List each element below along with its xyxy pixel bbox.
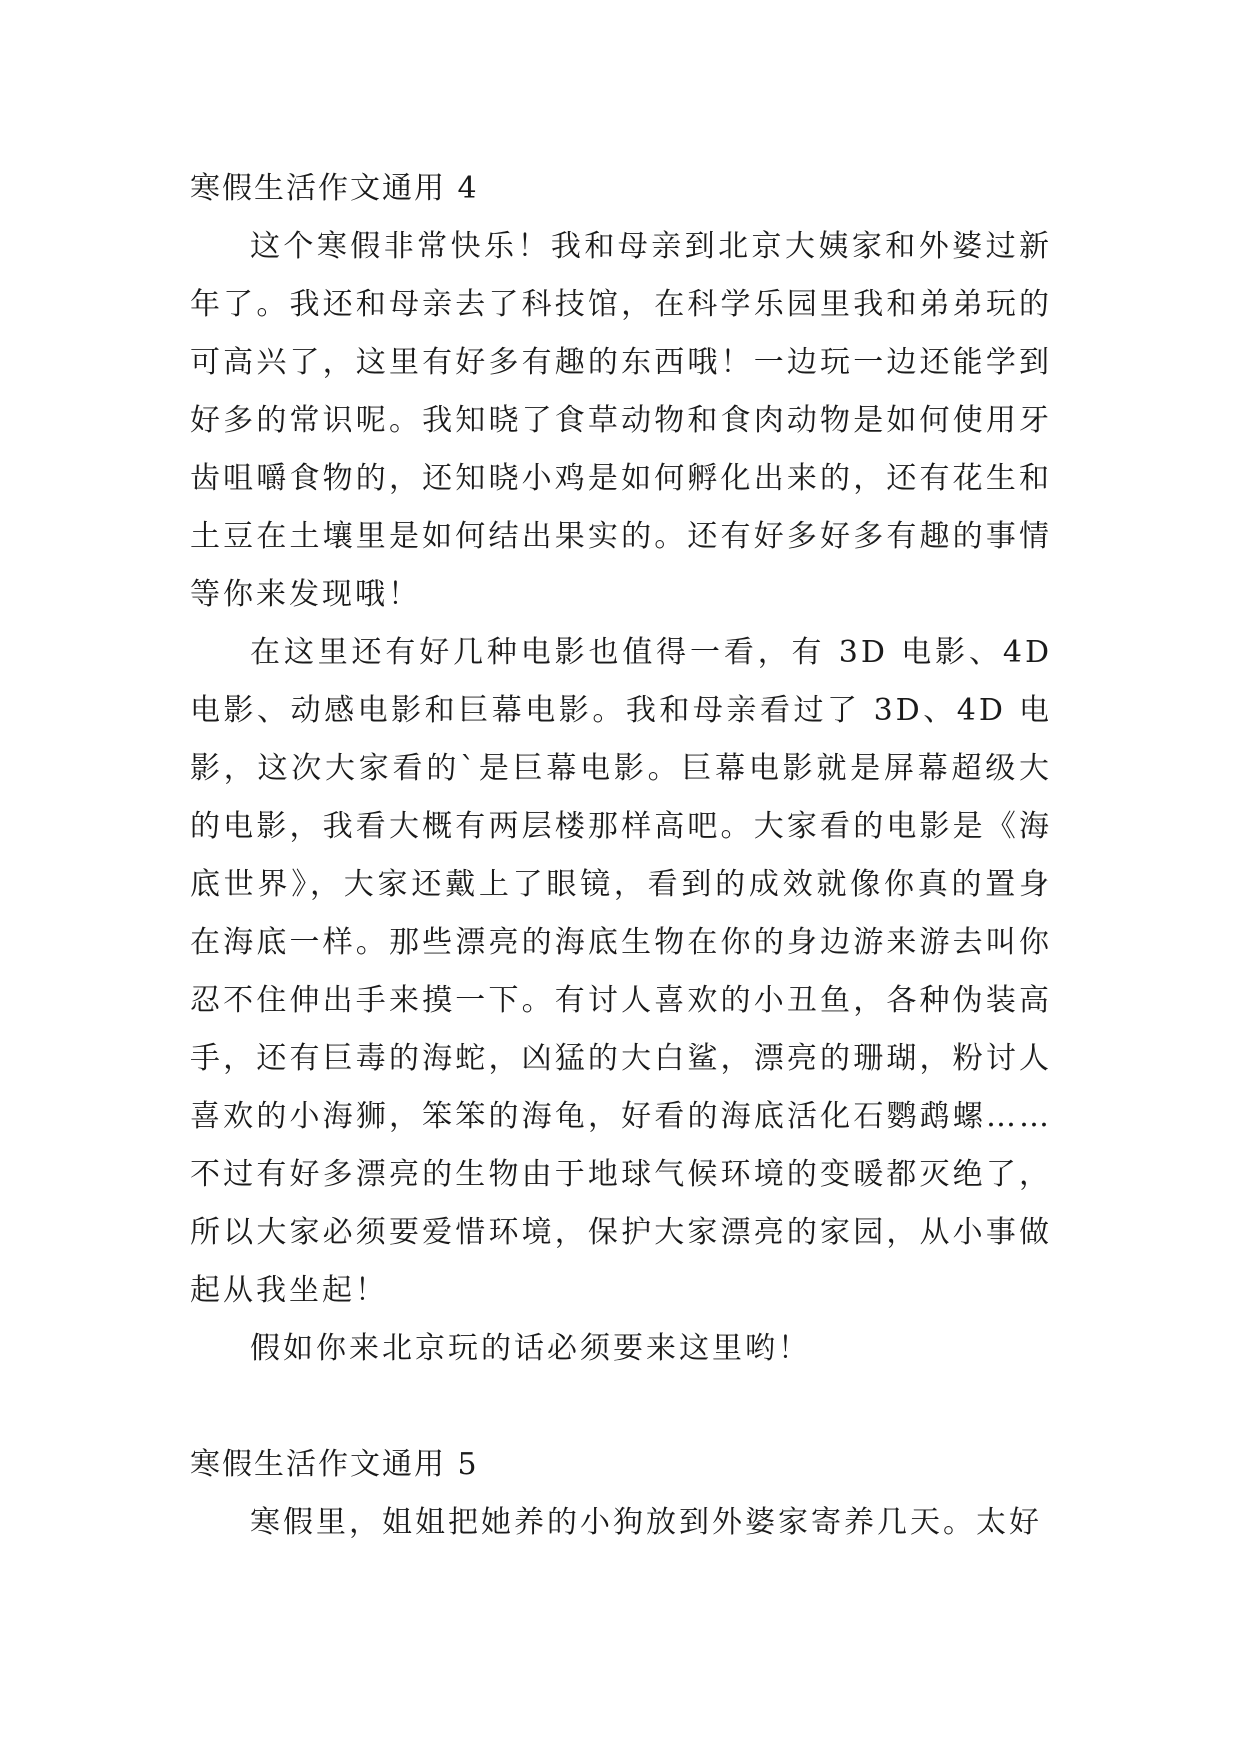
document-body bbox=[190, 160, 1052, 1552]
paragraph: 在这里还有好几种电影也值得一看，有 3D 电影、4D 电影、动感电影和巨幕电影。我和母亲看过了 3D、4D 电影，这次大家看的`是巨幕电影。巨幕电影就是屏幕超级大的电影，我看大概有两层楼那样高吧。大家看的电影是《海底世界》，大家还戴上了眼镜，看到的成效就像你真的置身在海底一样。那些漂亮的海底生物在你的身边游来游去叫你忍不住伸出手来摸一下。有讨人喜欢的小丑鱼，各种伪装高手，还有巨毒的海蛇，凶猛的大白鲨，漂亮的珊瑚，粉讨人喜欢的小海狮，笨笨的海龟，好看的海底活化石鹦鹉螺……不过有好多漂亮的生物由于地球气候环境的变暖都灭绝了，所以大家必须要爱惜环境，保护大家漂亮的家园，从小事做起从我坐起！ bbox=[190, 635, 1052, 1308]
section-heading: 寒假生活作文通用 5 bbox=[190, 1447, 479, 1482]
section-essay-4 bbox=[190, 160, 1052, 1378]
section-heading: 寒假生活作文通用 4 bbox=[190, 171, 479, 206]
section-essay-5 bbox=[190, 1436, 1052, 1552]
paragraph: 假如你来北京玩的话必须要来这里哟！ bbox=[250, 1331, 811, 1366]
paragraph: 这个寒假非常快乐！我和母亲到北京大姨家和外婆过新年了。我还和母亲去了科技馆，在科学乐园里我和弟弟玩的可高兴了，这里有好多有趣的东西哦！一边玩一边还能学到好多的常识呢。我知晓了食草动物和食肉动物是如何使用牙齿咀嚼食物的，还知晓小鸡是如何孵化出来的，还有花生和土豆在土壤里是如何结出果实的。还有好多好多有趣的事情等你来发现哦！ bbox=[190, 229, 1052, 612]
section-spacer bbox=[190, 1378, 1052, 1436]
paragraph: 寒假里，姐姐把她养的小狗放到外婆家寄养几天。太好 bbox=[250, 1505, 1042, 1540]
